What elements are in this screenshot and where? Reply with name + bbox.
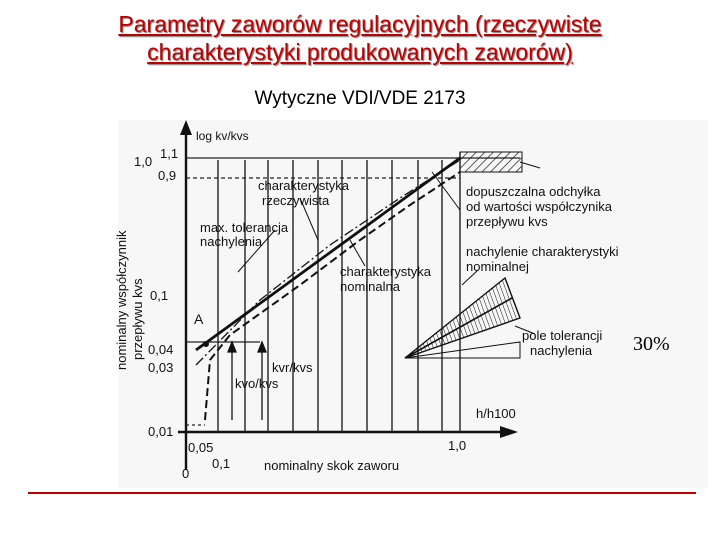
ytick-0-01: 0,01 <box>148 424 174 439</box>
title-line-1: Parametry zaworów regulacyjnych (rzeczywiste <box>118 11 602 37</box>
ytick-1-0: 1,0 <box>134 154 153 169</box>
xtick-0-05: 0,05 <box>188 440 214 455</box>
ytick-0-03: 0,03 <box>148 360 174 375</box>
title-line-2: charakterystyki produkowanych zaworów) <box>147 39 573 65</box>
footer-divider <box>28 492 696 494</box>
x-axis-title: h/h100 <box>476 406 516 421</box>
ytick-0-04: 0,04 <box>148 342 174 357</box>
point-a-label: A <box>194 311 204 327</box>
xtick-0-1: 0,1 <box>212 456 231 471</box>
ytick-1-1: 1,1 <box>160 146 179 161</box>
nominal-char-label-1: charakterystyka <box>340 264 432 279</box>
real-char-label-2: rzeczywista <box>262 193 330 208</box>
slope-label-1: nachylenie charakterystyki <box>466 244 619 259</box>
y-axis-label-line2: przepływu kvs <box>130 278 145 360</box>
ratio-kvr-label: kvr/kvs <box>272 360 313 375</box>
slide-subtitle: Wytyczne VDI/VDE 2173 <box>254 88 466 109</box>
deviation-hatch-band <box>460 152 522 172</box>
y-axis-label-line1: nominalny współczynnik <box>114 230 129 370</box>
deviation-label-3: przepływu kvs <box>466 214 548 229</box>
ytick-0-1: 0,1 <box>150 288 169 303</box>
y-axis-title: log kv/kvs <box>196 129 249 143</box>
max-tol-label-2: nachylenia <box>200 234 263 249</box>
tol-field-label-2: nachylenia <box>530 343 593 358</box>
deviation-label-2: od wartości współczynika <box>466 199 612 214</box>
deviation-label-1: dopuszczalna odchyłka <box>466 184 601 199</box>
ytick-0-9: 0,9 <box>158 168 177 183</box>
tol-field-label-1: pole tolerancji <box>522 328 603 343</box>
side-note-percent: 30% <box>633 333 670 355</box>
ratio-kvo-label: kvo/kvs <box>235 376 279 391</box>
point-a-marker <box>203 341 209 347</box>
real-char-label-1: charakterystyka <box>258 178 350 193</box>
xtick-0: 0 <box>182 466 190 481</box>
x-axis-label: nominalny skok zaworu <box>264 458 400 473</box>
max-tol-label-1: max. tolerancja <box>200 220 289 235</box>
slope-label-2: nominalnej <box>466 259 529 274</box>
xtick-1-0: 1,0 <box>448 438 467 453</box>
nominal-char-label-2: nominalna <box>340 279 400 294</box>
